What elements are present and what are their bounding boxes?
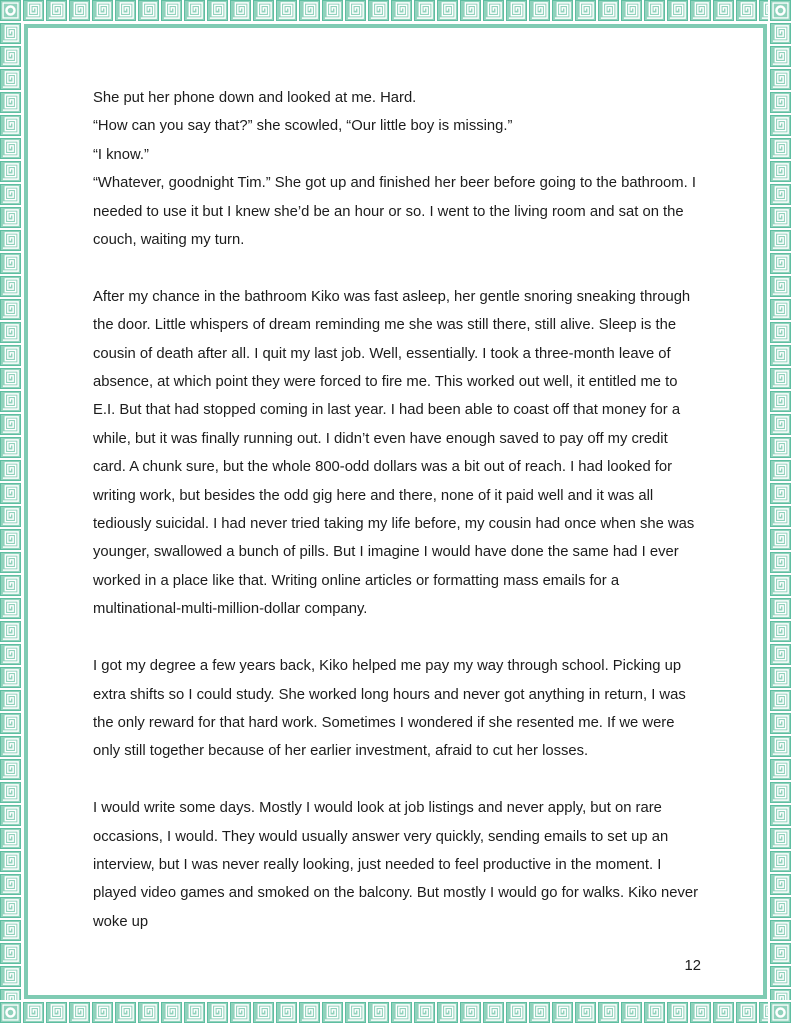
paragraph — [93, 794, 701, 936]
greek-spiral-icon — [0, 391, 21, 412]
greek-spiral-icon — [770, 483, 791, 504]
greek-spiral-icon — [368, 0, 389, 21]
greek-spiral-icon — [770, 322, 791, 343]
greek-spiral-icon — [207, 0, 228, 21]
greek-spiral-icon — [0, 437, 21, 458]
greek-spiral-icon — [391, 1002, 412, 1023]
greek-spiral-icon — [460, 1002, 481, 1023]
greek-spiral-icon — [184, 1002, 205, 1023]
greek-spiral-icon — [115, 0, 136, 21]
greek-spiral-icon — [0, 828, 21, 849]
greek-spiral-icon — [770, 460, 791, 481]
greek-spiral-icon — [0, 529, 21, 550]
greek-spiral-icon — [345, 1002, 366, 1023]
greek-spiral-icon — [770, 230, 791, 251]
greek-spiral-icon — [345, 0, 366, 21]
greek-spiral-icon — [0, 115, 21, 136]
greek-spiral-icon — [437, 1002, 458, 1023]
greek-spiral-icon — [0, 23, 21, 44]
greek-spiral-icon — [230, 0, 251, 21]
greek-key-border-bottom — [23, 1002, 768, 1023]
greek-spiral-icon — [759, 0, 768, 21]
greek-spiral-icon — [770, 943, 791, 964]
greek-spiral-icon — [736, 1002, 757, 1023]
paragraph — [93, 84, 701, 254]
greek-spiral-icon — [23, 1002, 44, 1023]
greek-spiral-icon — [0, 667, 21, 688]
greek-spiral-icon — [184, 0, 205, 21]
greek-spiral-icon — [770, 506, 791, 527]
greek-spiral-icon — [161, 1002, 182, 1023]
greek-spiral-icon — [770, 897, 791, 918]
greek-spiral-icon — [690, 1002, 711, 1023]
greek-spiral-icon — [770, 736, 791, 757]
greek-spiral-icon — [770, 345, 791, 366]
greek-spiral-icon — [552, 0, 573, 21]
greek-spiral-icon — [207, 1002, 228, 1023]
greek-spiral-icon — [0, 621, 21, 642]
greek-spiral-icon — [0, 736, 21, 757]
greek-spiral-icon — [391, 0, 412, 21]
greek-spiral-icon — [770, 621, 791, 642]
greek-spiral-icon — [552, 1002, 573, 1023]
greek-spiral-icon — [770, 805, 791, 826]
greek-spiral-icon — [0, 460, 21, 481]
greek-spiral-icon — [770, 851, 791, 872]
greek-spiral-icon — [770, 207, 791, 228]
greek-spiral-icon — [770, 828, 791, 849]
border-corner-ring-icon — [0, 1002, 21, 1023]
greek-spiral-icon — [506, 1002, 527, 1023]
greek-spiral-icon — [0, 322, 21, 343]
text-content — [93, 84, 701, 965]
greek-spiral-icon — [667, 0, 688, 21]
greek-spiral-icon — [0, 414, 21, 435]
greek-spiral-icon — [770, 782, 791, 803]
greek-spiral-icon — [276, 1002, 297, 1023]
greek-spiral-icon — [0, 874, 21, 895]
greek-spiral-icon — [69, 0, 90, 21]
greek-spiral-icon — [138, 0, 159, 21]
border-corner-ring-icon — [770, 1002, 791, 1023]
greek-spiral-icon — [770, 414, 791, 435]
greek-spiral-icon — [770, 920, 791, 941]
greek-spiral-icon — [529, 1002, 550, 1023]
greek-spiral-icon — [0, 483, 21, 504]
greek-spiral-icon — [0, 897, 21, 918]
greek-spiral-icon — [644, 0, 665, 21]
text-line: She put her phone down and looked at me. Hard. — [93, 90, 417, 106]
greek-spiral-icon — [770, 276, 791, 297]
greek-spiral-icon — [322, 0, 343, 21]
border-corner-ring-icon — [770, 0, 791, 21]
greek-spiral-icon — [770, 667, 791, 688]
greek-spiral-icon — [253, 1002, 274, 1023]
greek-spiral-icon — [770, 253, 791, 274]
greek-spiral-icon — [92, 0, 113, 21]
greek-spiral-icon — [598, 1002, 619, 1023]
greek-spiral-icon — [770, 437, 791, 458]
greek-spiral-icon — [414, 0, 435, 21]
greek-spiral-icon — [770, 759, 791, 780]
text-line: I would write some days. Mostly I would look at job listings and never apply, but on rare occasions, I would. They would usually answer very quickly, sending emails to set up an interview, but I was never really looking, just needed to feel productive in the moment. I played video games and smoked on the balcony. But mostly I would go for walks. Kiko never woke up — [93, 800, 699, 930]
greek-spiral-icon — [299, 1002, 320, 1023]
greek-spiral-icon — [759, 1002, 768, 1023]
greek-spiral-icon — [770, 690, 791, 711]
greek-spiral-icon — [0, 690, 21, 711]
greek-spiral-icon — [0, 598, 21, 619]
greek-spiral-icon — [414, 1002, 435, 1023]
greek-spiral-icon — [598, 0, 619, 21]
greek-spiral-icon — [0, 989, 21, 1000]
greek-spiral-icon — [770, 966, 791, 987]
greek-spiral-icon — [460, 0, 481, 21]
greek-spiral-icon — [713, 1002, 734, 1023]
greek-spiral-icon — [770, 69, 791, 90]
greek-spiral-icon — [0, 92, 21, 113]
greek-spiral-icon — [621, 1002, 642, 1023]
greek-spiral-icon — [0, 966, 21, 987]
greek-spiral-icon — [161, 0, 182, 21]
greek-spiral-icon — [770, 598, 791, 619]
greek-spiral-icon — [69, 1002, 90, 1023]
greek-spiral-icon — [770, 989, 791, 1000]
greek-spiral-icon — [0, 943, 21, 964]
greek-spiral-icon — [46, 0, 67, 21]
text-line: “Whatever, goodnight Tim.” She got up and finished her beer before going to the bathroom. I needed to use it but I knew she’d be an hour or so. I went to the living room and sat on the couch, waiting my turn. — [93, 175, 696, 249]
greek-spiral-icon — [0, 782, 21, 803]
greek-key-border-left — [0, 23, 21, 1000]
greek-spiral-icon — [770, 713, 791, 734]
text-line: “How can you say that?” she scowled, “Our little boy is missing.” — [93, 118, 513, 135]
greek-spiral-icon — [529, 0, 550, 21]
greek-spiral-icon — [713, 0, 734, 21]
greek-spiral-icon — [46, 1002, 67, 1023]
greek-spiral-icon — [770, 552, 791, 573]
paragraph — [93, 283, 701, 624]
paragraph — [93, 652, 701, 766]
greek-spiral-icon — [644, 1002, 665, 1023]
greek-spiral-icon — [770, 138, 791, 159]
greek-spiral-icon — [0, 46, 21, 67]
ring-tile-icon — [0, 0, 21, 21]
greek-spiral-icon — [23, 0, 44, 21]
greek-spiral-icon — [770, 46, 791, 67]
greek-spiral-icon — [575, 1002, 596, 1023]
greek-spiral-icon — [575, 0, 596, 21]
greek-spiral-icon — [770, 644, 791, 665]
greek-spiral-icon — [253, 0, 274, 21]
border-corner-ring-icon — [0, 0, 21, 21]
greek-spiral-icon — [276, 0, 297, 21]
greek-spiral-icon — [0, 506, 21, 527]
greek-spiral-icon — [0, 230, 21, 251]
greek-key-border-right — [770, 23, 791, 1000]
greek-spiral-icon — [92, 1002, 113, 1023]
greek-spiral-icon — [0, 552, 21, 573]
greek-spiral-icon — [299, 0, 320, 21]
greek-spiral-icon — [483, 0, 504, 21]
greek-spiral-icon — [770, 529, 791, 550]
greek-spiral-icon — [0, 644, 21, 665]
greek-spiral-icon — [0, 276, 21, 297]
greek-spiral-icon — [770, 92, 791, 113]
text-line: I got my degree a few years back, Kiko helped me pay my way through school. Picking up extra shifts so I could study. She worked long hours and never got anything in return, I was the only reward for that hard work. Sometimes I wondered if she resented me. If we were only still together because of her earlier investment, afraid to cut her losses. — [93, 658, 686, 760]
greek-spiral-icon — [0, 345, 21, 366]
text-line: “I know.” — [93, 146, 149, 163]
text-line: After my chance in the bathroom Kiko was fast asleep, her gentle snoring sneaking through the door. Little whispers of dream reminding me she was still there, still alive. Sleep is the cousin of death after all. I quit my last job. Well, essentially. I took a three-month leave of absence, at which point they were forced to fire me. This worked out well, it entitled me to E.I. But that had stopped coming in last year. I had been able to coast off that money for a while, but it was finally running out. I didn’t even have enough saved to pay off my credit card. A chunk sure, but the whole 800-odd dollars was a bit out of reach. I had looked for writing work, but besides the odd gig here and there, none of it paid well and it was all tediously suicidal. I had never tried taking my life before, my cousin had once when she was younger, swallowed a bunch of pills. But I imagine I would have done the same had I ever worked in a place like that. Writing online articles or formatting mass emails for a multinational-multi-million-dollar company. — [93, 288, 695, 618]
greek-spiral-icon — [621, 0, 642, 21]
greek-spiral-icon — [0, 299, 21, 320]
greek-spiral-icon — [770, 575, 791, 596]
greek-spiral-icon — [0, 575, 21, 596]
greek-spiral-icon — [483, 1002, 504, 1023]
greek-spiral-icon — [0, 69, 21, 90]
greek-spiral-icon — [0, 759, 21, 780]
greek-spiral-icon — [437, 0, 458, 21]
greek-spiral-icon — [506, 0, 527, 21]
greek-spiral-icon — [322, 1002, 343, 1023]
greek-spiral-icon — [115, 1002, 136, 1023]
page-number: 12 — [684, 958, 701, 974]
greek-spiral-icon — [138, 1002, 159, 1023]
greek-spiral-icon — [736, 0, 757, 21]
greek-spiral-icon — [230, 1002, 251, 1023]
greek-spiral-icon — [690, 0, 711, 21]
greek-spiral-icon — [0, 253, 21, 274]
greek-spiral-icon — [770, 23, 791, 44]
ring-tile-icon — [770, 1002, 791, 1023]
greek-spiral-icon — [770, 874, 791, 895]
greek-spiral-icon — [770, 368, 791, 389]
greek-spiral-icon — [0, 920, 21, 941]
ring-tile-icon — [0, 1002, 21, 1023]
greek-spiral-icon — [770, 115, 791, 136]
greek-spiral-icon — [770, 184, 791, 205]
greek-spiral-icon — [770, 299, 791, 320]
greek-spiral-icon — [0, 368, 21, 389]
greek-spiral-icon — [0, 851, 21, 872]
greek-spiral-icon — [0, 184, 21, 205]
greek-spiral-icon — [770, 391, 791, 412]
greek-spiral-icon — [0, 713, 21, 734]
greek-spiral-icon — [0, 161, 21, 182]
greek-key-border-top — [23, 0, 768, 21]
greek-spiral-icon — [368, 1002, 389, 1023]
greek-spiral-icon — [0, 138, 21, 159]
greek-spiral-icon — [0, 805, 21, 826]
greek-spiral-icon — [770, 161, 791, 182]
ring-tile-icon — [770, 0, 791, 21]
greek-spiral-icon — [667, 1002, 688, 1023]
greek-spiral-icon — [0, 207, 21, 228]
